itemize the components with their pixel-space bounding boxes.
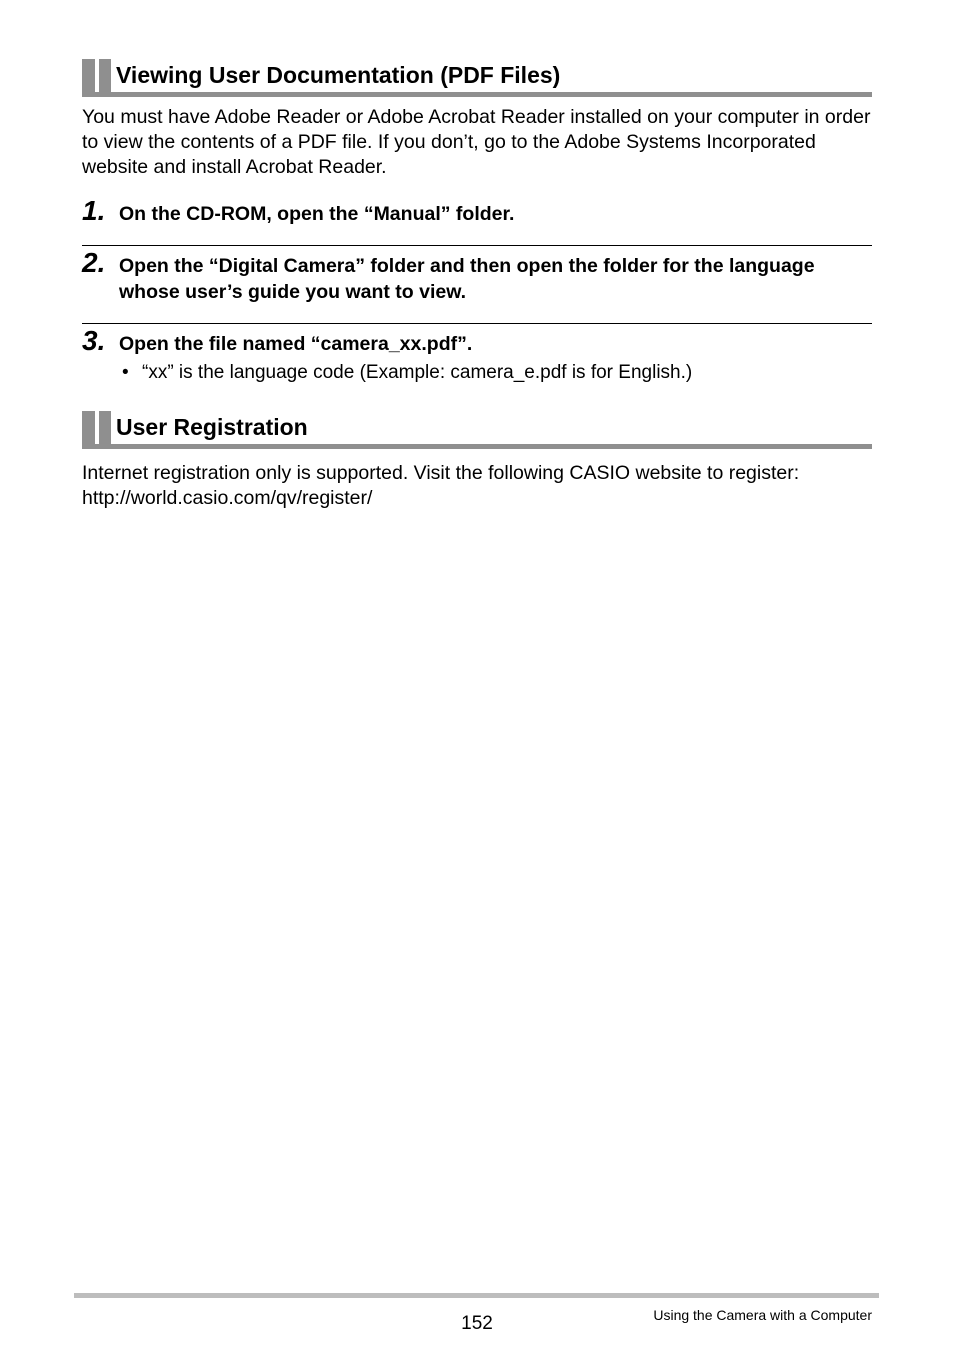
- page-number: 152: [461, 1313, 493, 1334]
- section-header-registration: [82, 411, 872, 449]
- step-number: 2.: [82, 247, 106, 278]
- bullet-point: •: [122, 362, 129, 383]
- section-header-pdf: [82, 59, 872, 97]
- footer-rule: [74, 1293, 879, 1298]
- header-underline: [82, 444, 872, 449]
- step-number: 3.: [82, 325, 106, 356]
- note-text: “xx” is the language code (Example: camera_e.pdf is for English.): [142, 362, 693, 383]
- step-divider: [82, 245, 872, 246]
- section-title: User Registration: [116, 414, 308, 440]
- step-divider: [82, 323, 872, 324]
- step-text: Open the “Digital Camera” folder and then open the folder for the language whose user’s guide you want to view.: [119, 255, 815, 303]
- header-underline: [82, 92, 872, 97]
- step-3-note: [122, 360, 862, 385]
- registration-paragraph: Internet registration only is supported. Visit the following CASIO website to register: http://world.casio.com/qv/register/: [82, 462, 800, 509]
- section-title: Viewing User Documentation (PDF Files): [116, 62, 561, 88]
- step-text: Open the file named “camera_xx.pdf”.: [119, 333, 473, 355]
- step-text: On the CD-ROM, open the “Manual” folder.: [119, 203, 515, 225]
- chapter-label: Using the Camera with a Computer: [653, 1307, 872, 1323]
- intro-paragraph: You must have Adobe Reader or Adobe Acrobat Reader installed on your computer in order to view the contents of a PDF file. If you don’t, go to the Adobe Systems Incorporated website and install Acrobat Reader.: [82, 106, 871, 178]
- step-number: 1.: [82, 195, 106, 226]
